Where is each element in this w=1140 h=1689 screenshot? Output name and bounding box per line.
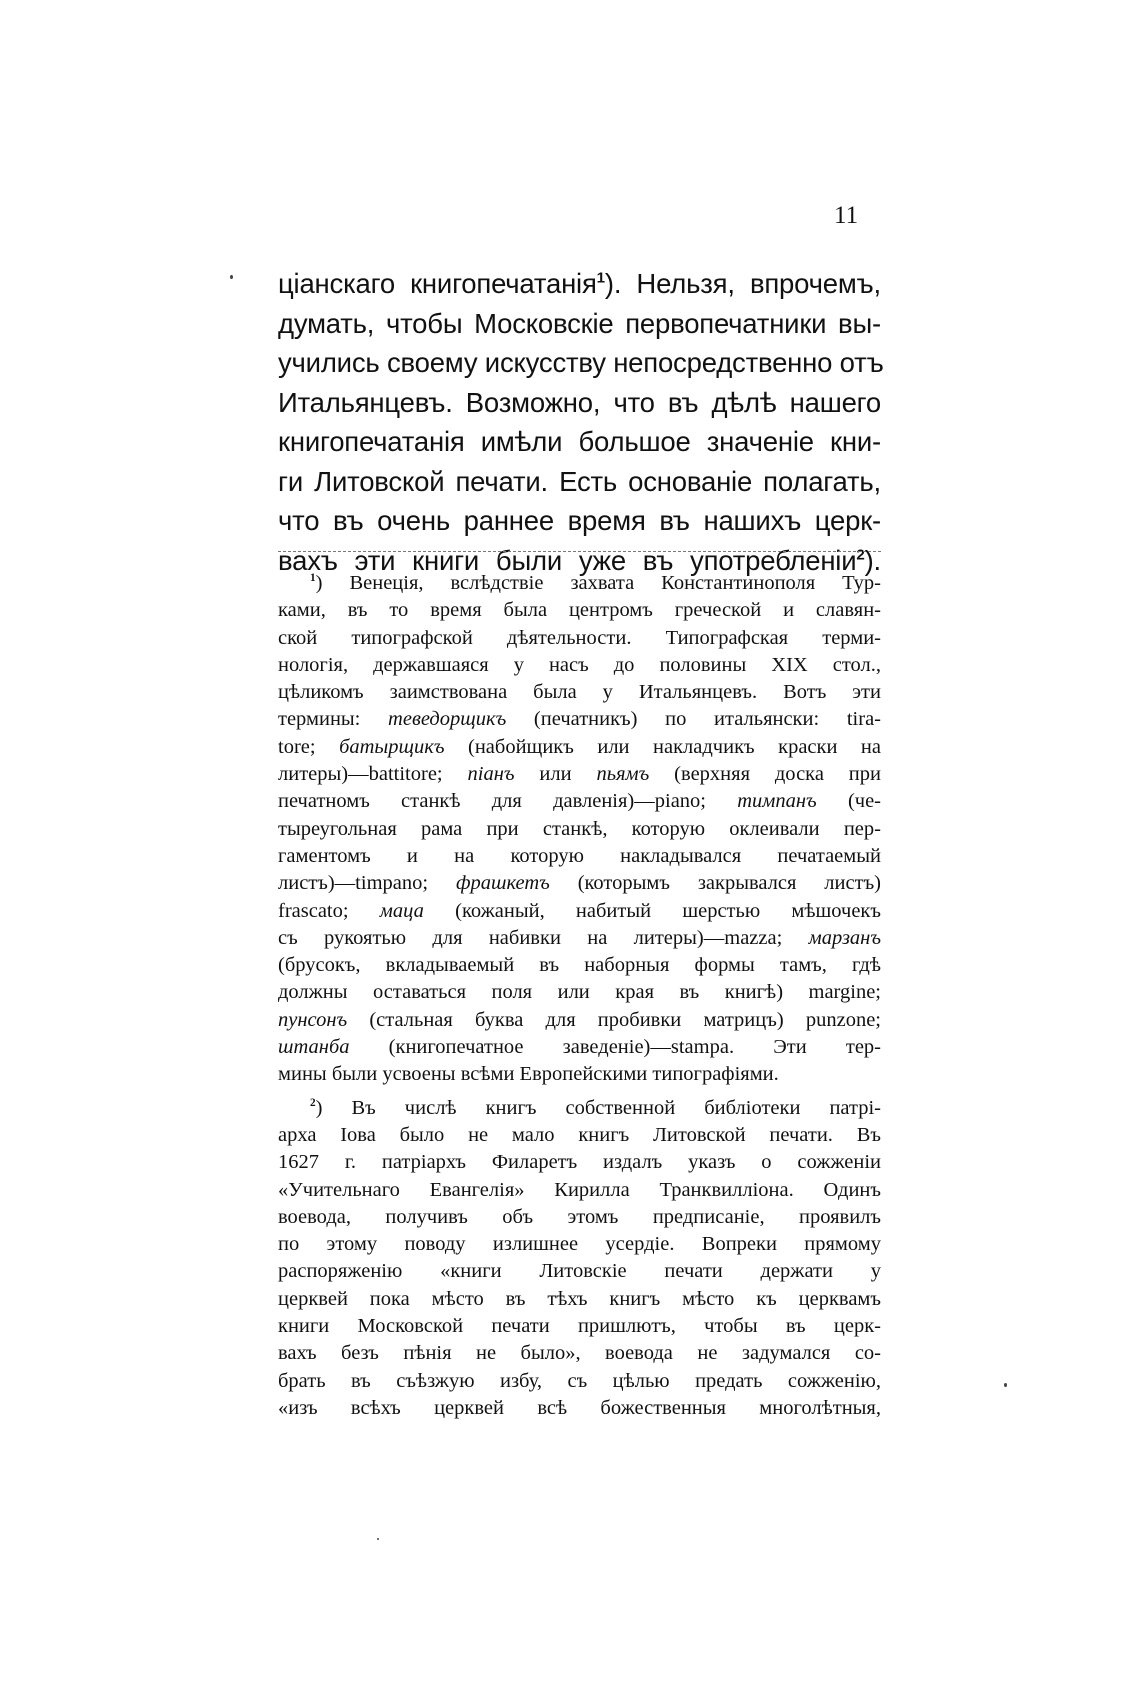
term-italic: пьямъ xyxy=(596,763,650,786)
text-fragment: ) Венеція, вслѣдствіе захвата Константинополя Тур- xyxy=(315,572,881,594)
text-fragment: ). Нельзя, впрочемъ, xyxy=(604,268,881,299)
term-italic: теведорщикъ xyxy=(388,708,507,731)
text-line: «Учительнаго Евангелія» Кирилла Транквилліона. Одинъ xyxy=(278,1178,881,1201)
text-fragment: tore; xyxy=(278,735,340,758)
text-line: 1627 г. патріархъ Филаретъ издалъ указъ о сожженіи xyxy=(278,1151,881,1174)
text-line: цѣликомъ заимствована была у Итальянцевъ. Вотъ эти xyxy=(278,681,881,704)
text-line xyxy=(278,870,881,897)
text-line xyxy=(278,1007,881,1034)
term-italic: піанъ xyxy=(467,763,515,786)
term-italic: марзанъ xyxy=(808,926,881,949)
footnote-1 xyxy=(278,570,881,1089)
text-fragment: литеры)—battitore; xyxy=(278,763,468,786)
text-line xyxy=(278,264,881,304)
text-line: распоряженію «книги Литовскіе печати держати у xyxy=(278,1260,881,1283)
text-fragment: или xyxy=(514,763,597,786)
text-line: нологія, державшаяся у насъ до половины XIX стол., xyxy=(278,653,881,676)
text-line: книгопечатанія имѣли большое значеніе кни- xyxy=(278,426,881,457)
term-italic: батырщикъ xyxy=(339,735,445,758)
text-fragment: (кожаный, набитый шерстью мѣшочекъ xyxy=(423,899,881,922)
text-line: ги Литовской печати. Есть основаніе полагать, xyxy=(278,465,881,497)
scan-speck xyxy=(230,275,233,279)
text-fragment: ) Въ числѣ книгъ собственной библіотеки патрі- xyxy=(315,1096,881,1119)
text-line: учились своему искусству непосредственно отъ xyxy=(278,347,884,378)
text-line: думать, чтобы Московскіе первопечатники вы- xyxy=(278,307,881,339)
text-line: (брусокъ, вкладываемый въ наборныя формы тамъ, гдѣ xyxy=(278,954,881,977)
term-italic: фрашкетъ xyxy=(455,872,550,895)
text-line: гаментомъ и на которую накладывался печатаемый xyxy=(278,844,881,867)
text-line: мины были усвоены всѣми Европейскими типографіями. xyxy=(278,1063,779,1086)
footnote-marker: 2 xyxy=(310,1096,316,1109)
text-line xyxy=(278,788,881,815)
footnote-ref: 1 xyxy=(596,269,605,287)
text-fragment: ціанскаго книгопечатанія xyxy=(278,268,597,299)
text-fragment: печатномъ станкѣ для давленія)—piano; xyxy=(278,790,738,813)
text-line xyxy=(278,761,881,788)
text-line: брать въ съѣзжую избу, съ цѣлью предать сожженію, xyxy=(278,1369,881,1392)
main-text xyxy=(278,264,884,580)
text-line: что въ очень раннее время въ нашихъ церк- xyxy=(278,505,881,536)
text-fragment: съ рукоятью для набивки на литеры)—mazza; xyxy=(278,926,809,949)
text-line xyxy=(278,734,881,761)
text-fragment: (набойщикъ или накладчикъ краски на xyxy=(444,735,881,758)
footnote-separator xyxy=(278,551,881,552)
text-line: ками, въ то время была центромъ греческой и славян- xyxy=(278,599,881,622)
text-line xyxy=(278,1034,881,1061)
footnotes xyxy=(278,570,881,1422)
text-line xyxy=(278,570,881,597)
term-italic: пунсонъ xyxy=(278,1008,348,1031)
text-line xyxy=(278,706,881,733)
text-line xyxy=(278,925,881,952)
text-line: должны оставаться поля или края въ книгѣ) margine; xyxy=(278,981,881,1004)
term-italic: тимпанъ xyxy=(737,790,817,813)
main-paragraph xyxy=(278,264,884,580)
text-fragment: (стальная буква для пробивки матрицъ) punzone; xyxy=(347,1008,881,1031)
page-number: 11 xyxy=(834,202,859,229)
footnote-2 xyxy=(278,1095,881,1423)
text-fragment: (верхняя доска при xyxy=(649,763,881,786)
text-line: ской типографской дѣятельности. Типографская терми- xyxy=(278,626,881,649)
text-line: «изъ всѣхъ церквей всѣ божественныя многолѣтныя, xyxy=(278,1396,881,1419)
text-line: Итальянцевъ. Возможно, что въ дѣлѣ нашего xyxy=(278,386,881,418)
text-fragment: frascato; xyxy=(278,899,380,922)
text-line: вахъ безъ пѣнія не было», воевода не задумался со- xyxy=(278,1342,881,1365)
footnote-marker: 1 xyxy=(310,572,316,585)
text-line: церквей пока мѣсто въ тѣхъ книгъ мѣсто къ церквамъ xyxy=(278,1287,881,1310)
text-fragment: (печатникъ) по итальянски: tira- xyxy=(506,708,881,731)
text-fragment: вахъ эти книги были уже въ употребленіи xyxy=(278,544,857,576)
term-italic: маца xyxy=(379,899,424,922)
text-line: книги Московской печати пришлютъ, чтобы въ церк- xyxy=(278,1315,881,1338)
text-line xyxy=(278,898,881,925)
text-fragment: ). xyxy=(864,544,881,576)
footnote-ref: 2 xyxy=(856,545,865,563)
scan-speck xyxy=(377,1538,379,1540)
text-line: воевода, получивъ объ этомъ предписаніе, проявилъ xyxy=(278,1205,881,1228)
text-fragment: (книгопечатное заведеніе)—stampa. Эти тер- xyxy=(349,1036,881,1059)
text-line: тыреугольная рама при станкѣ, которую оклеивали пер- xyxy=(278,817,881,840)
text-line: арха Іова было не мало книгъ Литовской печати. Въ xyxy=(278,1123,881,1146)
text-fragment: термины: xyxy=(278,708,389,731)
text-line xyxy=(278,1095,881,1122)
text-line: по этому поводу излишнее усердіе. Вопреки прямому xyxy=(278,1233,881,1256)
text-fragment: (которымъ закрывался листъ) xyxy=(549,872,881,895)
term-italic: штанба xyxy=(278,1036,350,1059)
text-fragment: (че- xyxy=(816,790,882,813)
text-fragment: листъ)—timpano; xyxy=(278,872,456,895)
scan-speck xyxy=(1004,1383,1007,1387)
